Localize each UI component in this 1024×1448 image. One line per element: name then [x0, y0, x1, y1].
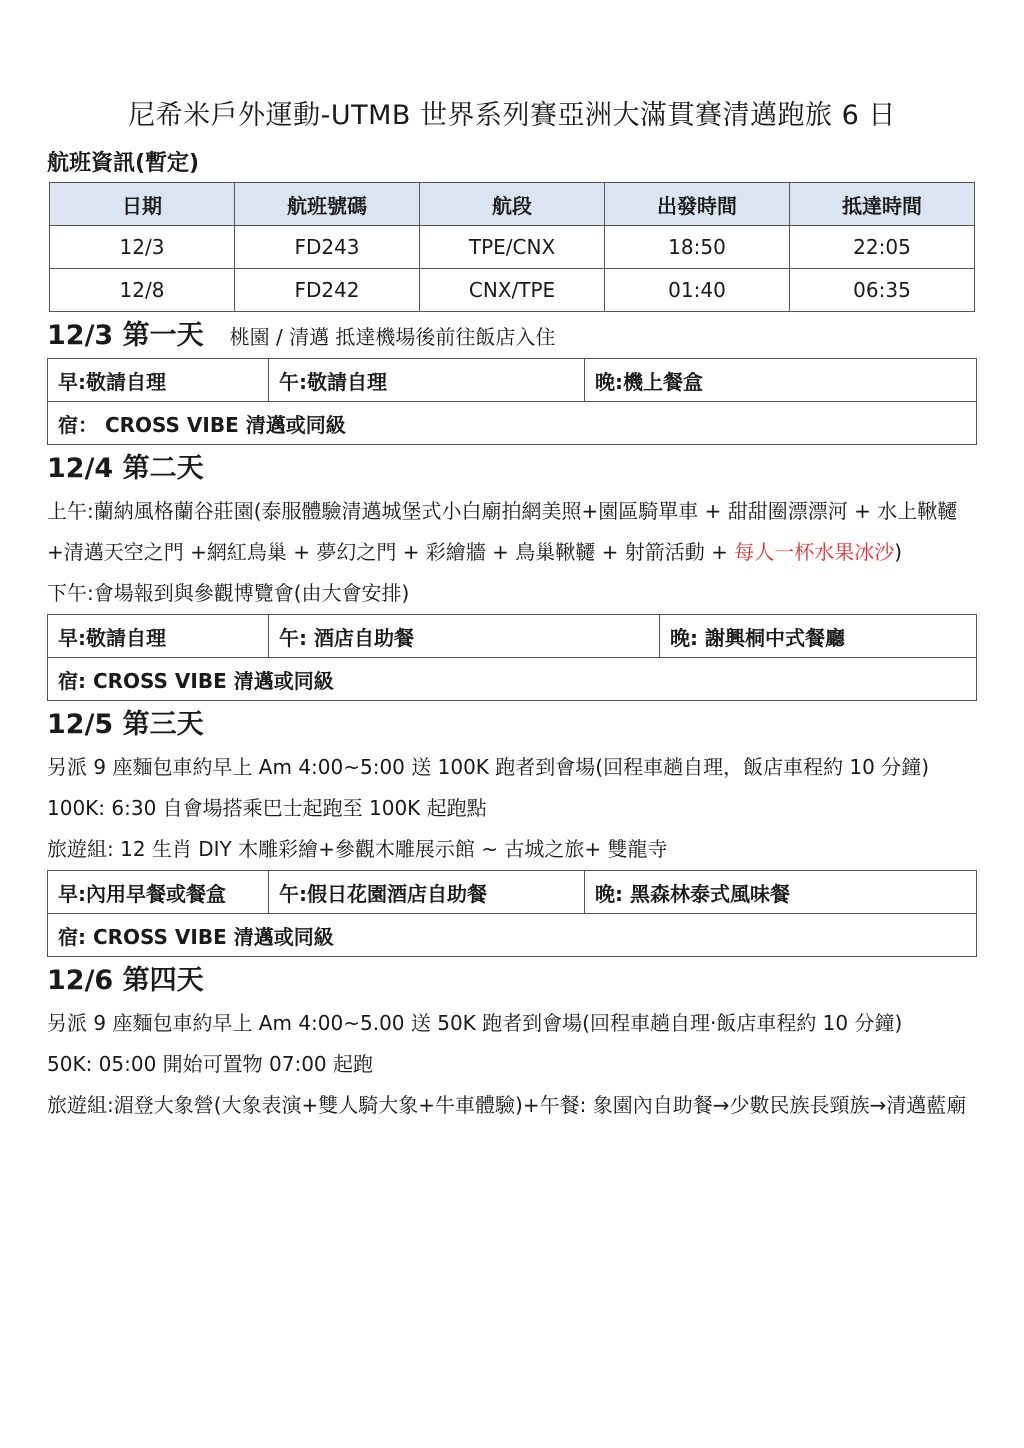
meal-row [48, 615, 977, 658]
day1-title: 12/3 第一天 [47, 320, 204, 351]
day3-hotel: 宿: CROSS VIBE 清邁或同級 [48, 914, 977, 957]
day2-morning-text: 上午:蘭納風格蘭谷莊園(泰服體驗清邁城堡式小白廟拍網美照+園區騎單車 + 甜甜圈漂漂河 + 水上鞦韆 +清邁天空之門 +網紅鳥巢 + 夢幻之門 + 彩繪牆 + 鳥巢鞦韆 + 射箭活動 + [47, 499, 958, 564]
day2-heading: 12/4 第二天 [47, 453, 204, 484]
hotel-row [48, 402, 977, 445]
day3-lunch: 午:假日花園酒店自助餐 [269, 871, 585, 914]
cell-arrival: 06:35 [790, 269, 975, 312]
day2-hotel: 宿: CROSS VIBE 清邁或同級 [48, 658, 977, 701]
cell-date: 12/3 [50, 226, 235, 269]
day2-meal-table [47, 614, 977, 701]
day1-dinner: 晚:機上餐盒 [585, 359, 977, 402]
cell-departure: 18:50 [605, 226, 790, 269]
day4-heading: 12/6 第四天 [47, 965, 204, 996]
day1-heading [47, 314, 977, 358]
itinerary-page [47, 96, 977, 1126]
cell-route: TPE/CNX [420, 226, 605, 269]
day2-lunch: 午: 酒店自助餐 [269, 615, 660, 658]
header-date: 日期 [50, 183, 235, 226]
hotel-row [48, 914, 977, 957]
day4-line3: 旅遊組:湄登大象營(大象表演+雙人騎大象+牛車體驗)+午餐: 象園內自助餐→少數民族長頸族→清邁藍廟 [47, 1093, 967, 1117]
cell-flight-number: FD243 [235, 226, 420, 269]
day1-breakfast: 早:敬請自理 [48, 359, 269, 402]
hotel-row [48, 658, 977, 701]
cell-route: CNX/TPE [420, 269, 605, 312]
day3-line2: 100K: 6:30 自會場搭乘巴士起跑至 100K 起跑點 [47, 796, 487, 820]
day2-morning-end: ) [894, 540, 903, 564]
table-row [50, 269, 975, 312]
cell-arrival: 22:05 [790, 226, 975, 269]
day2-dinner: 晚: 謝興桐中式餐廳 [660, 615, 977, 658]
day1-subtitle: 桃園 / 清邁 抵達機場後前往飯店入住 [229, 325, 556, 349]
day4-line1: 另派 9 座麵包車約早上 Am 4:00~5.00 送 50K 跑者到會場(回程車趟自理‧飯店車程約 10 分鐘) [47, 1011, 903, 1035]
day1-lunch: 午:敬請自理 [269, 359, 585, 402]
flight-info-heading: 航班資訊(暫定) [47, 151, 200, 176]
day1-meal-table [47, 358, 977, 445]
day2-morning-paragraph [47, 491, 977, 573]
table-row [50, 226, 975, 269]
header-route: 航段 [420, 183, 605, 226]
day3-line3: 旅遊組: 12 生肖 DIY 木雕彩繪+參觀木雕展示館 ~ 古城之旅+ 雙龍寺 [47, 837, 668, 861]
meal-row [48, 871, 977, 914]
flight-table-header-row [50, 183, 975, 226]
cell-flight-number: FD242 [235, 269, 420, 312]
header-departure: 出發時間 [605, 183, 790, 226]
day3-meal-table [47, 870, 977, 957]
meal-row [48, 359, 977, 402]
day3-breakfast: 早:內用早餐或餐盒 [48, 871, 269, 914]
day1-hotel: 宿： CROSS VIBE 清邁或同級 [48, 402, 977, 445]
day2-afternoon-paragraph: 下午:會場報到與參觀博覽會(由大會安排) [47, 581, 410, 605]
day3-line1: 另派 9 座麵包車約早上 Am 4:00~5:00 送 100K 跑者到會場(回程車趟自理，飯店車程約 10 分鐘) [47, 755, 930, 779]
day4-line2: 50K: 05:00 開始可置物 07:00 起跑 [47, 1052, 374, 1076]
day2-morning-highlight: 每人一杯水果冰沙 [734, 540, 895, 564]
flight-table [49, 182, 975, 312]
header-flight-number: 航班號碼 [235, 183, 420, 226]
cell-departure: 01:40 [605, 269, 790, 312]
day3-heading: 12/5 第三天 [47, 709, 204, 740]
day3-dinner: 晚: 黑森林泰式風味餐 [585, 871, 977, 914]
header-arrival: 抵達時間 [790, 183, 975, 226]
day2-breakfast: 早:敬請自理 [48, 615, 269, 658]
document-title: 尼希米戶外運動-UTMB 世界系列賽亞洲大滿貫賽清邁跑旅 6 日 [128, 100, 896, 131]
cell-date: 12/8 [50, 269, 235, 312]
